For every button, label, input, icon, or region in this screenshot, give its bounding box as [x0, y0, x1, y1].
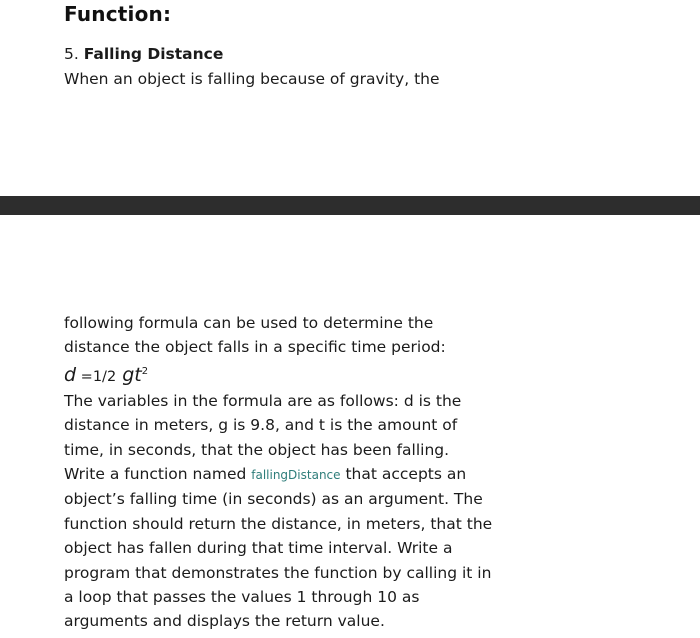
body-line: distance the object falls in a specific time period: — [64, 338, 446, 357]
body-line: distance in meters, g is 9.8, and t is the amount of — [64, 416, 458, 435]
body-line: following formula can be used to determine the — [64, 314, 434, 332]
body-line: program that demonstrates the function by calling it in — [64, 563, 492, 582]
problem-body — [64, 311, 534, 634]
function-name-code: fallingDistance — [251, 468, 341, 483]
body-line: time, in seconds, that the object has been falling. — [64, 440, 450, 459]
page-heading: Function: — [64, 2, 172, 26]
body-line: function should return the distance, in meters, that the — [64, 514, 493, 533]
formula-lhs: d — [64, 363, 77, 386]
formula-exponent: 2 — [141, 365, 149, 377]
function-name-line — [64, 462, 534, 487]
intro-line: When an object is falling because of gravity, the — [64, 70, 440, 88]
body-line: arguments and displays the return value. — [64, 612, 385, 631]
problem-heading — [64, 45, 223, 63]
function-line-after: that accepts an — [340, 465, 467, 484]
distance-formula — [64, 360, 534, 389]
function-line-before: Write a function named — [64, 465, 252, 484]
body-line: object’s falling time (in seconds) as an argument. The — [64, 490, 483, 509]
body-line: object has fallen during that time interval. Write a — [64, 539, 453, 558]
page-divider — [0, 196, 700, 215]
problem-title: Falling Distance — [83, 45, 224, 63]
formula-equals: = — [76, 368, 93, 385]
problem-number: 5. — [64, 45, 79, 63]
formula-rhs: gt — [122, 363, 142, 386]
body-line: The variables in the formula are as follows: d is the — [64, 391, 462, 410]
body-line: a loop that passes the values 1 through 10 as — [64, 588, 420, 607]
page-top-section — [0, 0, 700, 196]
formula-fraction: 1/2 — [92, 368, 117, 385]
